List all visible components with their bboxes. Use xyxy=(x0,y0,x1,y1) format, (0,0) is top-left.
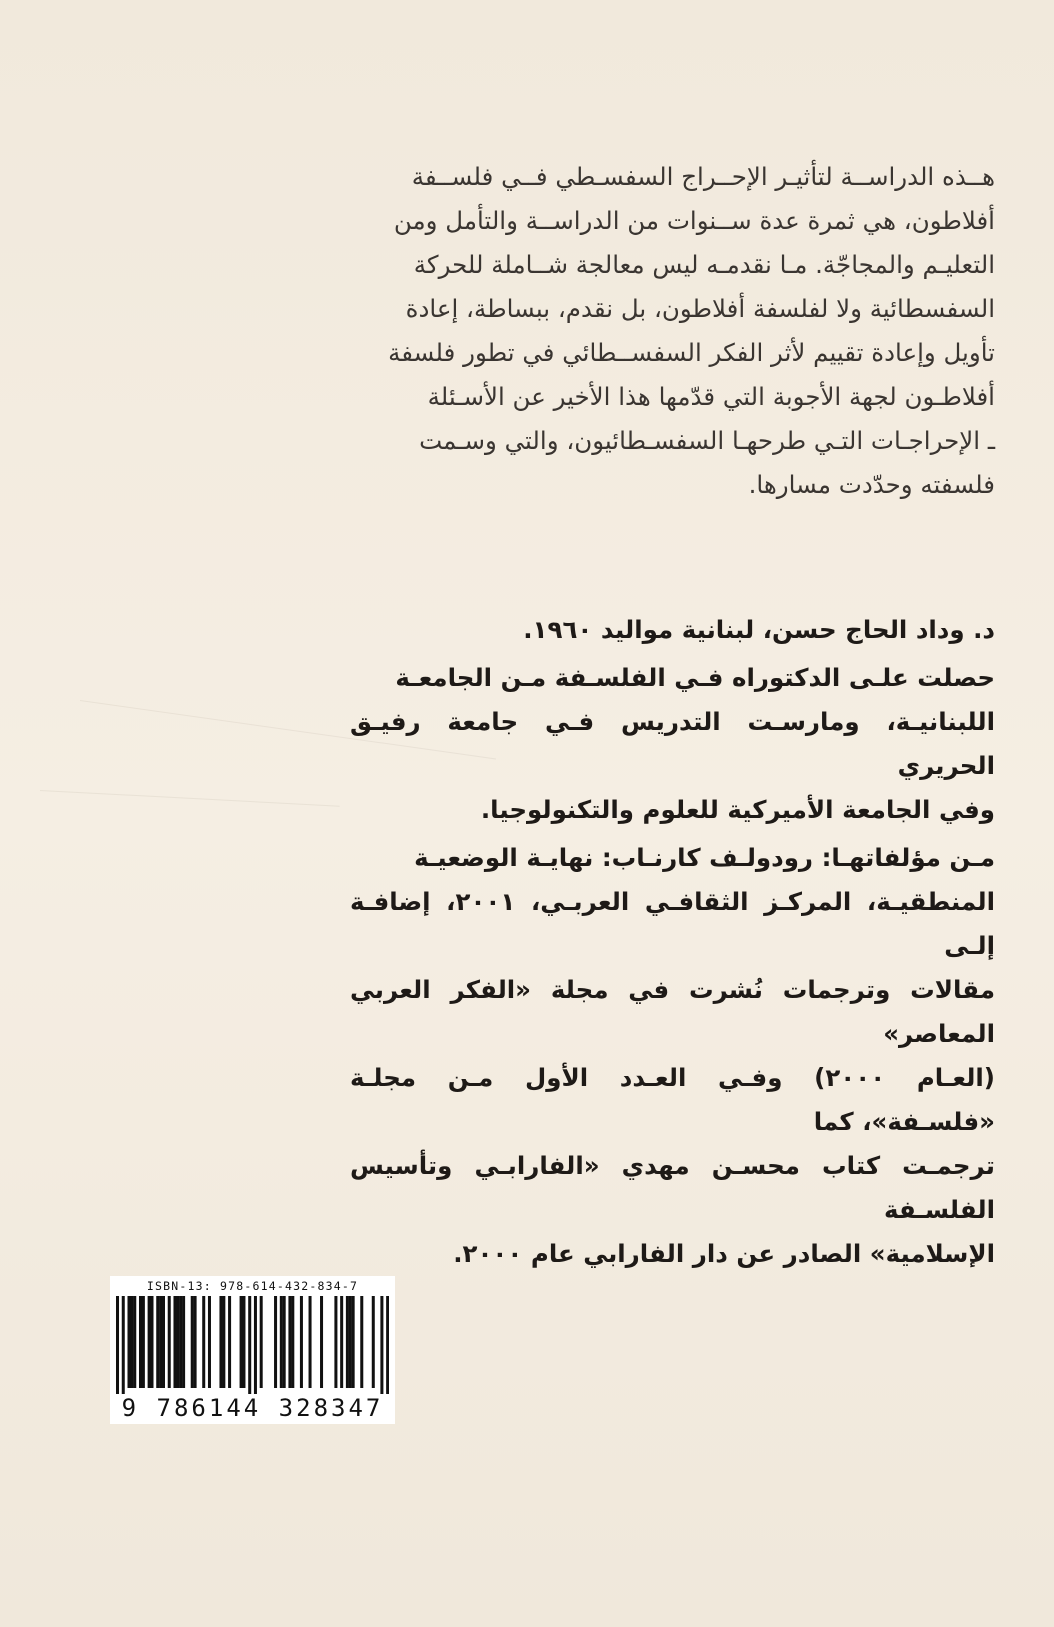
barcode-bar xyxy=(122,1296,125,1394)
barcode-bars xyxy=(116,1296,389,1394)
barcode-bar xyxy=(173,1296,176,1388)
barcode-bar xyxy=(179,1296,182,1388)
barcode-bar xyxy=(300,1296,303,1388)
barcode-bar xyxy=(291,1296,294,1388)
description-line: هــذه الدراســة لتأثيـر الإحــراج السفسـطي فــي فلســفة xyxy=(411,162,995,191)
barcode-bar xyxy=(162,1296,165,1388)
barcode-bar xyxy=(288,1296,291,1388)
barcode-bar xyxy=(280,1296,283,1388)
barcode-bar xyxy=(150,1296,153,1388)
description-line: تأويل وإعادة تقييم لأثر الفكر السفســطائي في تطور فلسفة xyxy=(388,338,995,367)
barcode-bar xyxy=(159,1296,162,1388)
barcode-bar xyxy=(283,1296,286,1388)
works-line: مـن مؤلفاتهـا: رودولـف كارنـاب: نهايـة الوضعيـة xyxy=(414,843,995,872)
barcode-bar xyxy=(133,1296,136,1388)
barcode-bar xyxy=(222,1296,225,1388)
works-line: المنطقيـة، المركـز الثقافـي العربـي، ٢٠٠١، إضافـة إلـى xyxy=(350,887,995,960)
barcode-bar xyxy=(182,1296,185,1388)
barcode-bar xyxy=(372,1296,375,1388)
author-education xyxy=(350,656,995,832)
barcode-bar xyxy=(219,1296,222,1388)
author-bio xyxy=(350,608,995,1276)
barcode-bar xyxy=(168,1296,171,1388)
description-line: التعليـم والمجاجّة. مـا نقدمـه ليس معالجة شــاملة للحركة xyxy=(413,250,995,279)
works-line: الإسلامية» الصادر عن دار الفارابي عام ٢٠٠٠. xyxy=(453,1239,995,1268)
barcode-bar xyxy=(176,1296,179,1388)
description-line: السفسطائية ولا لفلسفة أفلاطون، بل نقدم، ببساطة، إعادة xyxy=(405,294,995,323)
barcode-bar xyxy=(386,1296,389,1394)
barcode-bar xyxy=(352,1296,355,1388)
barcode-bar xyxy=(248,1296,251,1394)
barcode-bar xyxy=(208,1296,211,1388)
barcode-bar xyxy=(380,1296,383,1394)
barcode-bar xyxy=(340,1296,343,1388)
barcode-bar xyxy=(346,1296,349,1388)
description-line: أفلاطـون لجهة الأجوبة التي قدّمها هذا الأخير عن الأسـئلة xyxy=(427,382,995,411)
bio-line: وفي الجامعة الأميركية للعلوم والتكنولوجيا. xyxy=(480,795,995,824)
works-line: مقالات وترجمات نُشرت في مجلة «الفكر العربي المعاصر» xyxy=(350,975,995,1048)
isbn-barcode xyxy=(110,1276,395,1424)
isbn-label: ISBN-13: 978-614-432-834-7 xyxy=(146,1279,359,1293)
barcode-bar xyxy=(130,1296,133,1388)
description-line: أفلاطون، هي ثمرة عدة ســنوات من الدراســة والتأمل ومن xyxy=(393,206,995,235)
author-name-line: د. وداد الحاج حسن، لبنانية مواليد ١٩٦٠. xyxy=(523,615,995,644)
barcode-bar xyxy=(274,1296,277,1388)
barcode-bar xyxy=(260,1296,263,1388)
barcode-bar xyxy=(360,1296,363,1388)
bio-line: اللبنانيـة، ومارسـت التدريس فـي جامعة رفيـق الحريري xyxy=(350,707,995,780)
barcode-bar xyxy=(349,1296,352,1388)
barcode-bar xyxy=(242,1296,245,1388)
barcode-bar xyxy=(320,1296,323,1388)
description-line: فلسفته وحدّدت مسارها. xyxy=(748,470,995,499)
works-line: ترجمـت كتاب محسـن مهدي «الفارابـي وتأسيس الفلسـفة xyxy=(350,1151,995,1224)
barcode-bar xyxy=(127,1296,130,1388)
barcode-bar xyxy=(116,1296,119,1394)
barcode-bar xyxy=(202,1296,205,1388)
barcode-bar xyxy=(142,1296,145,1388)
barcode-bar xyxy=(194,1296,197,1388)
barcode-bar xyxy=(240,1296,243,1388)
author-works xyxy=(350,836,995,1276)
barcode-bar xyxy=(254,1296,257,1394)
bio-line: حصلت علـى الدكتوراه فـي الفلسـفة مـن الجامعـة xyxy=(395,663,995,692)
works-line: (العـام ٢٠٠٠) وفـي العـدد الأول مـن مجلـة «فلسـفة»، كما xyxy=(350,1063,995,1136)
barcode-bar xyxy=(156,1296,159,1388)
barcode-bar xyxy=(309,1296,312,1388)
barcode-bar xyxy=(191,1296,194,1388)
barcode-bar xyxy=(228,1296,231,1388)
barcode-bar xyxy=(148,1296,151,1388)
barcode-bar xyxy=(334,1296,337,1388)
barcode-bar xyxy=(139,1296,142,1388)
barcode-digits: 9 786144 328347 xyxy=(121,1394,384,1422)
description-line: ـ الإحراجـات التـي طرحهـا السفسـطائيون، والتي وسـمت xyxy=(419,426,995,455)
book-description xyxy=(355,155,995,507)
